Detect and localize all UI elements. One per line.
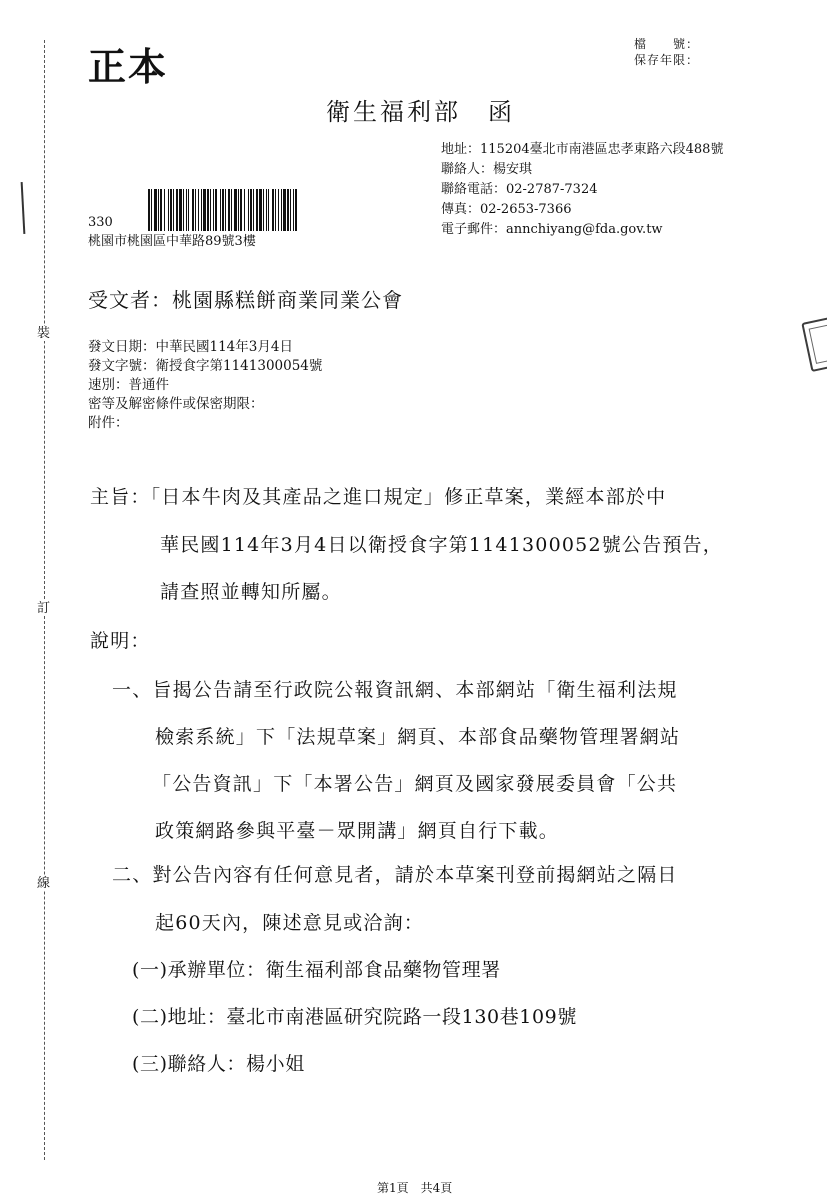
sub-item-3: (三)聯絡人：楊小姐 — [132, 1053, 305, 1075]
sub-item-1: (一)承辦單位：衛生福利部食品藥物管理署 — [132, 959, 501, 981]
contact-block — [441, 140, 723, 240]
binding-char-ding: 訂 — [37, 601, 51, 616]
page-footer: 第1頁 共4頁 — [377, 1181, 453, 1195]
contact-fax: 傳真：02-2653-7366 — [441, 202, 572, 217]
file-labels — [634, 36, 699, 68]
recipient-address: 桃園市桃園區中華路89號3樓 — [88, 234, 256, 249]
item2-line-2: 起60天內，陳述意見或洽詢： — [155, 912, 424, 934]
item1-line-2: 檢索系統」下「法規草案」網頁、本部食品藥物管理署網站 — [155, 726, 681, 748]
item2-line-1: 二、對公告內容有任何意見者，請於本草案刊登前揭網站之隔日 — [112, 864, 678, 886]
classification: 密等及解密條件或保密期限： — [88, 396, 264, 412]
issue-info — [88, 338, 322, 433]
item1-line-3: 「公告資訊」下「本署公告」網頁及國家發展委員會「公共 — [152, 773, 678, 795]
issue-number: 發文字號：衛授食字第1141300054號 — [88, 358, 323, 374]
recipient-address-block — [88, 213, 256, 251]
explanation-heading: 說明： — [90, 630, 151, 652]
contact-phone: 聯絡電話：02-2787-7324 — [441, 182, 598, 197]
attachment: 附件： — [88, 415, 129, 431]
subject-line-2: 華民國114年3月4日以衛授食字第1141300052號公告預告， — [160, 534, 723, 556]
file-number-label: 檔 號： — [634, 37, 700, 51]
binding-line — [44, 40, 45, 1160]
item1-line-1: 一、旨揭公告請至行政院公報資訊網、本部網站「衛生福利法規 — [112, 679, 678, 701]
binding-char-xian: 線 — [37, 876, 51, 891]
subject-line-1: 主旨：「日本牛肉及其產品之進口規定」修正草案，業經本部於中 — [90, 486, 667, 508]
recipient: 受文者：桃園縣糕餅商業同業公會 — [88, 288, 403, 312]
recipient-postcode: 330 — [88, 215, 113, 230]
subject-line-3: 請查照並轉知所屬。 — [160, 581, 342, 603]
contact-address: 地址：115204臺北市南港區忠孝東路六段488號 — [441, 142, 724, 157]
agency-title: 衛生福利部 函 — [326, 98, 515, 126]
sub-item-2: (二)地址：臺北市南港區研究院路一段130巷109號 — [132, 1006, 577, 1028]
retention-label: 保存年限： — [634, 53, 700, 67]
contact-email: 電子郵件：annchiyang@fda.gov.tw — [441, 222, 663, 237]
binding-char-zhuang: 裝 — [37, 326, 51, 341]
contact-person: 聯絡人：楊安琪 — [441, 162, 533, 177]
issue-date: 發文日期：中華民國114年3月4日 — [88, 339, 293, 355]
pen-mark — [21, 182, 26, 234]
item1-line-4: 政策網路參與平臺－眾開講」網頁自行下載。 — [155, 820, 560, 842]
edge-stamp-mark — [801, 314, 827, 372]
original-copy-stamp: 正本 — [88, 44, 169, 89]
speed: 速別：普通件 — [88, 377, 169, 393]
